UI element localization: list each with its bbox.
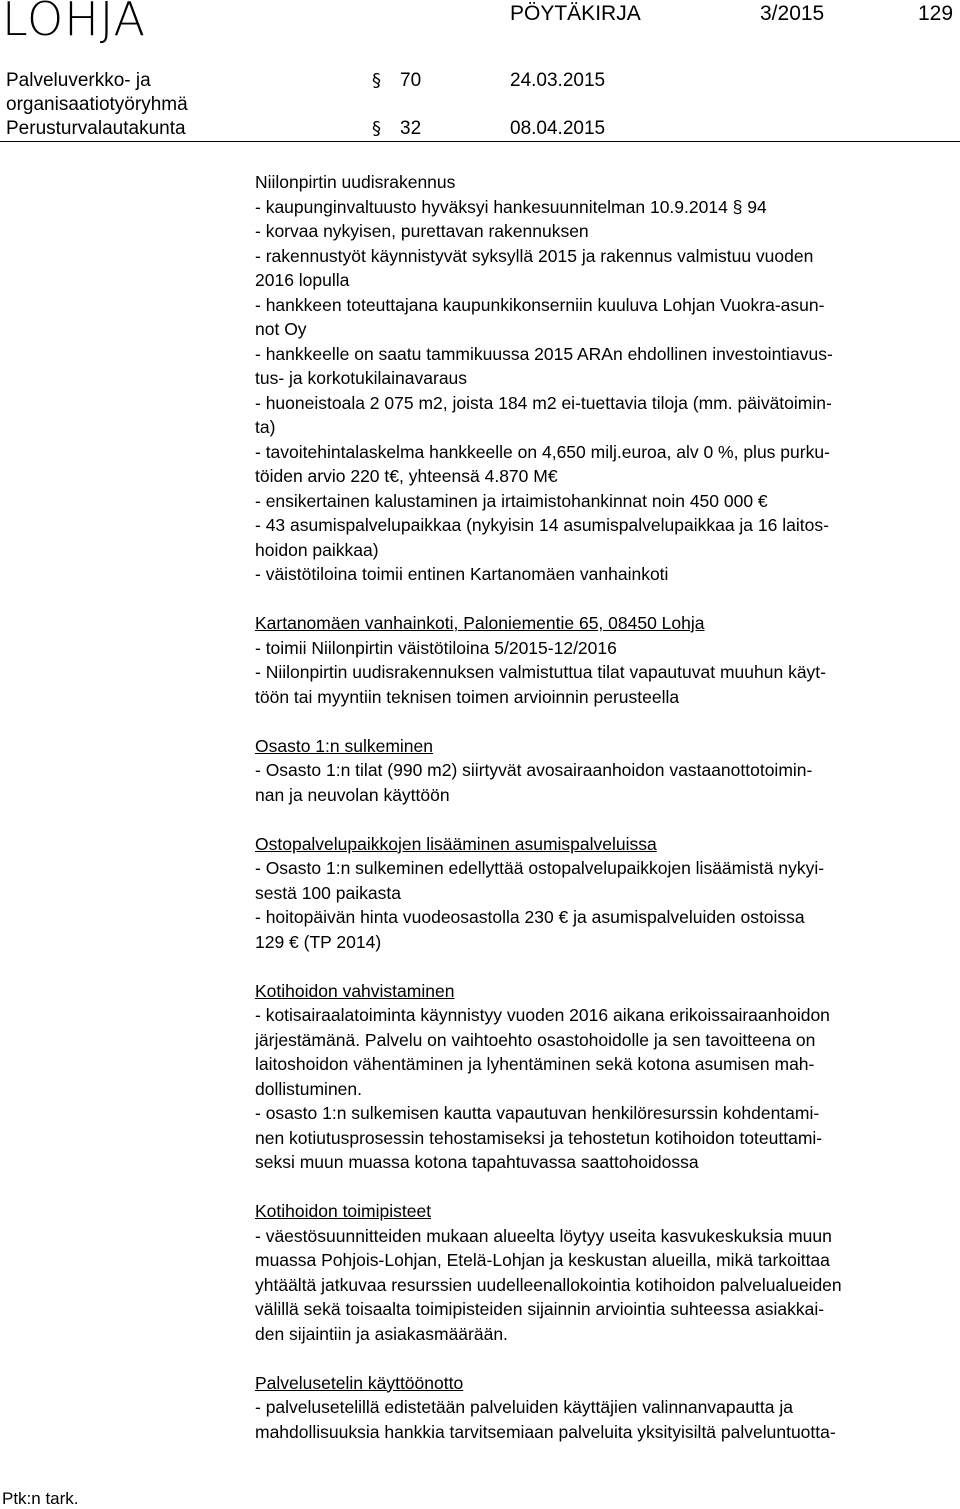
section-lines: [255, 1003, 960, 1175]
section-heading: Kotihoidon vahvistaminen: [255, 980, 455, 1001]
section-heading: Osasto 1:n sulkeminen: [255, 735, 434, 756]
footer-checked-label: Ptk:n tark.: [2, 1489, 79, 1508]
section-symbol-2: §: [372, 118, 381, 139]
document-body: [255, 170, 960, 1444]
text-line: - toimii Niilonpirtin väistötiloina 5/2015-12/2016: [255, 637, 617, 658]
text-line: välillä sekä toisaalta toimipisteiden sijainnin arviointia suhteessa asiakkai-: [255, 1299, 825, 1319]
section-toimipisteet: [255, 1199, 960, 1346]
text-line: 129 € (TP 2014): [255, 931, 382, 952]
section-lines: [255, 1395, 960, 1444]
text-line: sestä 100 paikasta: [255, 882, 401, 903]
meeting-date-1: 24.03.2015: [510, 70, 606, 91]
section-symbol-1: §: [372, 70, 381, 91]
text-line: - Osasto 1:n sulkeminen edellyttää ostopalvelupaikkojen lisäämistä nykyi-: [255, 858, 825, 878]
text-line: - hankkeen toteuttajana kaupunkikonserniin kuuluva Lohjan Vuokra-asun-: [255, 294, 825, 315]
text-line: - osasto 1:n sulkemisen kautta vapautuvan henkilöresurssin kohdentami-: [255, 1103, 820, 1123]
text-line: hoidon paikkaa): [255, 539, 379, 560]
text-line: järjestämänä. Palvelu on vaihtoehto osastohoidolle ja sen tavoitteena on: [255, 1029, 816, 1050]
text-line: den sijaintiin ja asiakasmäärään.: [255, 1323, 508, 1344]
text-line: - palvelusetelillä edistetään palveluiden käyttäjien valinnanvapautta ja: [255, 1397, 793, 1417]
text-line: - kaupunginvaltuusto hyväksyi hankesuunnitelman 10.9.2014 § 94: [255, 196, 767, 217]
section-lines: [255, 1224, 960, 1347]
text-line: 2016 lopulla: [255, 270, 350, 290]
meeting-body-2: Perusturvalautakunta: [6, 118, 186, 139]
meeting-body-1: Palveluverkko- ja: [6, 70, 151, 91]
issue-number: 3/2015: [760, 2, 825, 25]
text-line: - väistötiloina toimii entinen Kartanomäen vanhainkoti: [255, 564, 669, 584]
section-heading: Palvelusetelin käyttöönotto: [255, 1372, 464, 1393]
text-line: - tavoitehintalaskelma hankkeelle on 4,650 milj.euroa, alv 0 %, plus purku-: [255, 441, 830, 462]
header-divider: [0, 141, 960, 142]
text-line: dollistuminen.: [255, 1078, 362, 1099]
city-logo: LOHJA: [2, 0, 147, 46]
section-heading: Kotihoidon toimipisteet: [255, 1201, 432, 1221]
text-line: - hoitopäivän hinta vuodeosastolla 230 € ja asumispalveluiden ostoissa: [255, 907, 805, 927]
section-heading: Ostopalvelupaikkojen lisääminen asumispalveluissa: [255, 833, 657, 854]
text-line: not Oy: [255, 319, 307, 339]
text-line: nen kotiutusprosessin tehostamiseksi ja tehostetun kotihoidon toteuttami-: [255, 1127, 823, 1148]
text-line: - ensikertainen kalustaminen ja irtaimistohankinnat noin 450 000 €: [255, 490, 768, 511]
text-line: - Niilonpirtin uudisrakennuksen valmistuttua tilat vapautuvat muuhun käyt-: [255, 662, 826, 682]
section-osasto-1: [255, 734, 960, 808]
text-line: - hankkeelle on saatu tammikuussa 2015 ARAn ehdollinen investointiavus-: [255, 343, 833, 364]
text-line: laitoshoidon vähentäminen ja lyhentäminen sekä kotona asumisen mah-: [255, 1054, 815, 1074]
section-palveluseteli: [255, 1371, 960, 1445]
text-line: - väestösuunnitteiden mukaan alueelta löytyy useita kasvukeskuksia muun: [255, 1225, 832, 1246]
text-line: seksi muun muassa kotona tapahtuvassa saattohoidossa: [255, 1152, 699, 1172]
text-line: - huoneistoala 2 075 m2, joista 184 m2 ei-tuettavia tiloja (mm. päivätoimin-: [255, 392, 832, 413]
meeting-date-2: 08.04.2015: [510, 118, 606, 139]
section-number-2: 32: [400, 118, 422, 139]
section-kartanomaki: [255, 611, 960, 709]
text-line: - 43 asumispalvelupaikkaa (nykyisin 14 asumispalvelupaikkaa ja 16 laitos-: [255, 515, 829, 535]
section-ostopalvelupaikat: [255, 832, 960, 955]
section-lines: [255, 195, 960, 587]
section-heading: Kartanomäen vanhainkoti, Paloniementie 65, 08450 Lohja: [255, 613, 705, 633]
text-line: muassa Pohjois-Lohjan, Etelä-Lohjan ja keskustan alueilla, mikä tarkoittaa: [255, 1250, 830, 1270]
section-kotihoito: [255, 979, 960, 1175]
text-line: - korvaa nykyisen, purettavan rakennuksen: [255, 221, 589, 241]
section-heading-plain: Niilonpirtin uudisrakennus: [255, 172, 456, 192]
page-number: 129: [918, 2, 954, 25]
section-number-1: 70: [400, 70, 422, 91]
text-line: mahdollisuuksia hankkia tarvitsemiaan palveluita yksityisiltä palveluntuotta-: [255, 1421, 836, 1442]
section-lines: [255, 636, 960, 710]
text-line: yhtäältä jatkuvaa resurssien uudelleenallokointia kotihoidon palvelualueiden: [255, 1274, 842, 1295]
section-lines: [255, 758, 960, 807]
meeting-body-1-line2: organisaatiotyöryhmä: [6, 94, 188, 115]
text-line: - rakennustyöt käynnistyvät syksyllä 2015 ja rakennus valmistuu vuoden: [255, 245, 814, 266]
section-lines: [255, 856, 960, 954]
text-line: tus- ja korkotukilainavaraus: [255, 368, 468, 388]
text-line: - Osasto 1:n tilat (990 m2) siirtyvät avosairaanhoidon vastaanottotoimin-: [255, 760, 813, 780]
text-line: töön tai myyntiin teknisen toimen arvioinnin perusteella: [255, 686, 680, 707]
text-line: nan ja neuvolan käyttöön: [255, 784, 450, 805]
text-line: ta): [255, 417, 276, 437]
text-line: - kotisairaalatoiminta käynnistyy vuoden 2016 aikana erikoissairaanhoidon: [255, 1005, 830, 1025]
section-niilonpirtti: [255, 170, 960, 587]
text-line: töiden arvio 220 t€, yhteensä 4.870 M€: [255, 466, 558, 486]
document-type: PÖYTÄKIRJA: [510, 2, 641, 25]
